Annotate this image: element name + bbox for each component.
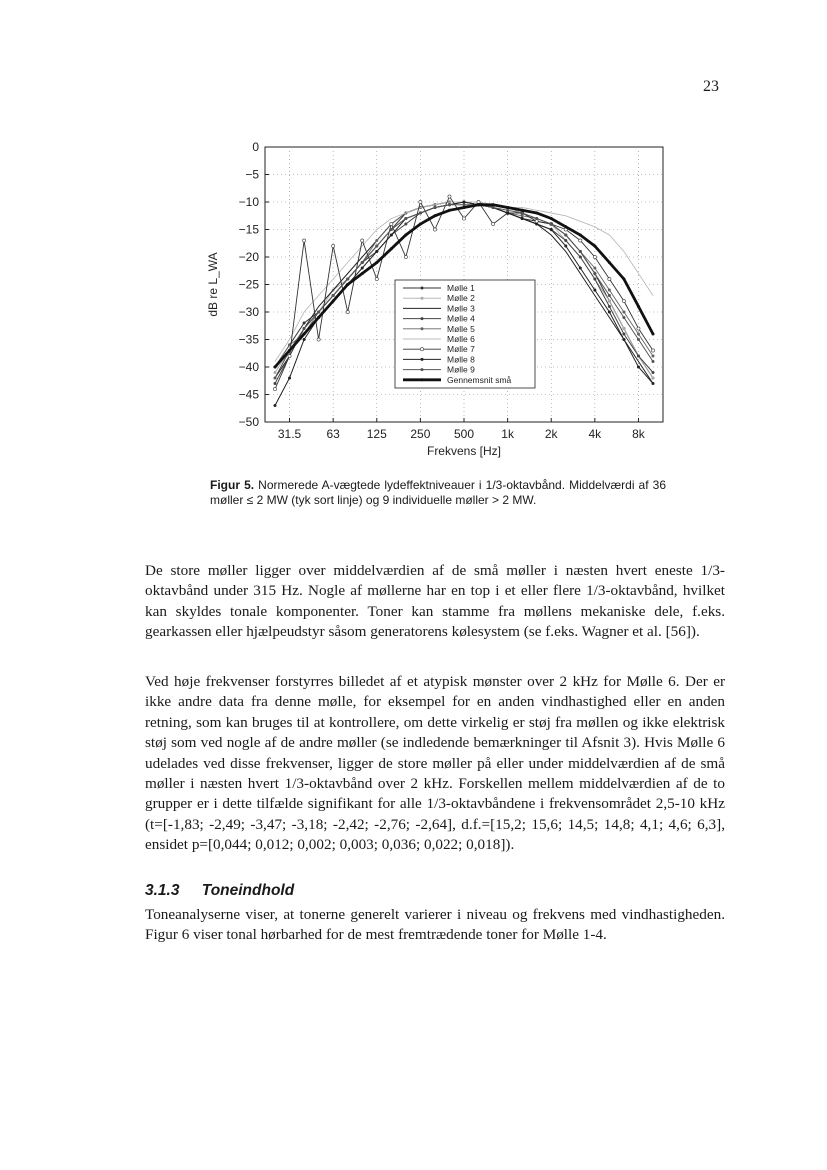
data-point	[521, 217, 523, 219]
data-point	[608, 311, 610, 313]
data-point	[594, 289, 596, 291]
x-tick-label: 4k	[588, 427, 602, 441]
y-tick-label: −40	[238, 360, 259, 374]
data-point	[506, 212, 508, 214]
x-tick-label: 125	[366, 427, 387, 441]
data-point	[463, 204, 465, 206]
data-point	[376, 261, 378, 263]
x-tick-label: 31.5	[277, 427, 302, 441]
data-point	[274, 371, 276, 373]
legend-label: Mølle 6	[447, 334, 475, 344]
data-point	[274, 366, 276, 368]
data-point	[593, 255, 596, 258]
data-point	[317, 311, 319, 313]
caption-text: Normerede A-vægtede lydeffektniveauer i 1/3-oktavbånd. Middelværdi af 36 møller ≤ 2 MW (tyk sort linje) og 9 individuelle møller > 2 MW.	[210, 478, 666, 507]
data-point	[346, 310, 349, 313]
data-point	[404, 255, 407, 258]
data-point	[652, 382, 654, 384]
legend-marker	[421, 287, 423, 289]
data-point	[274, 382, 276, 384]
y-tick-label: −50	[238, 415, 259, 429]
data-point	[550, 223, 552, 225]
data-point	[521, 212, 523, 214]
paragraph-1: De store møller ligger over middelværdien af de små møller i næsten hvert eneste 1/3-oktavbånd under 315 Hz. Nogle af møllerne har en top i et eller flere 1/3-oktavbånd, hvilket kan skyldes tonale komponenter. Toner kan stamme fra møllens mekaniske dele, f.eks. gearkassen eller hjælpeudstyr såsom generatorens kølesystem (se f.eks. Wagner et al. [56]).	[145, 562, 725, 641]
data-point	[565, 239, 567, 241]
data-point	[623, 316, 625, 318]
data-point	[637, 338, 639, 340]
data-point	[405, 234, 407, 236]
x-axis-label: Frekvens [Hz]	[426, 444, 502, 458]
data-point	[608, 305, 610, 307]
data-point	[477, 200, 480, 203]
data-point	[390, 248, 392, 250]
data-point	[361, 272, 363, 274]
data-point	[550, 228, 552, 230]
legend-marker	[421, 358, 423, 360]
data-point	[608, 294, 610, 296]
data-point	[637, 355, 639, 357]
data-point	[535, 223, 537, 225]
figure-5-chart	[195, 130, 675, 460]
data-point	[594, 278, 596, 280]
data-point	[375, 277, 378, 280]
data-point	[405, 223, 407, 225]
data-point	[521, 215, 523, 217]
data-point	[594, 272, 596, 274]
data-point	[332, 300, 334, 302]
data-point	[288, 377, 290, 379]
data-point	[390, 228, 392, 230]
section-title: Toneindhold	[201, 882, 295, 899]
data-point	[652, 355, 654, 357]
legend-label: Mølle 1	[447, 283, 475, 293]
y-tick-label: −30	[238, 305, 259, 319]
legend-label: Mølle 2	[447, 293, 475, 304]
data-point	[623, 311, 625, 313]
data-point	[565, 234, 567, 236]
data-point	[419, 212, 421, 214]
data-point	[652, 371, 654, 373]
data-point	[419, 223, 421, 225]
figure-caption	[210, 478, 666, 508]
data-point	[303, 333, 305, 335]
y-tick-label: −25	[238, 277, 259, 292]
data-point	[594, 245, 596, 247]
paragraph-3: Toneanalyserne viser, at tonerne generelt varierer i niveau og frekvens med vindhastigheden. Figur 6 viser tonal hørbarhed for de mest fremtrædende toner for Mølle 1-4.	[145, 906, 725, 944]
data-point	[535, 220, 538, 223]
data-point	[623, 327, 625, 329]
data-point	[594, 267, 596, 269]
data-point	[492, 204, 494, 206]
x-tick-label: 250	[410, 427, 431, 441]
data-point	[434, 215, 436, 217]
legend-marker	[421, 317, 423, 319]
data-point	[302, 239, 305, 242]
legend-label: Mølle 9	[447, 364, 475, 375]
data-point	[491, 222, 494, 225]
data-point	[361, 239, 364, 242]
data-point	[637, 333, 639, 335]
legend-marker	[420, 348, 423, 351]
legend-label: Mølle 8	[447, 354, 475, 365]
data-point	[434, 206, 436, 208]
section-number: 3.1.3	[145, 882, 180, 899]
data-point	[361, 267, 363, 269]
data-point	[448, 204, 450, 206]
y-tick-label: −15	[238, 222, 259, 237]
data-point	[550, 217, 552, 219]
data-point	[448, 195, 451, 198]
data-point	[651, 349, 654, 352]
data-point	[433, 228, 436, 231]
data-point	[361, 261, 363, 263]
x-tick-label: 8k	[632, 427, 645, 441]
data-point	[521, 209, 523, 211]
y-axis-label: dB re L_WA	[206, 252, 220, 317]
chart-svg	[195, 130, 675, 460]
data-point	[317, 338, 320, 341]
data-point	[273, 387, 276, 390]
data-point	[405, 217, 407, 219]
data-point	[463, 201, 465, 203]
y-tick-label: −20	[238, 250, 259, 264]
data-point	[579, 256, 581, 258]
y-tick-label: −45	[238, 387, 259, 402]
data-point	[579, 234, 581, 236]
data-point	[608, 277, 611, 280]
data-point	[303, 327, 305, 329]
legend-label: Mølle 3	[447, 303, 475, 314]
legend-marker	[421, 379, 423, 381]
data-point	[346, 283, 348, 285]
legend-label: Mølle 4	[447, 313, 475, 324]
data-point	[274, 377, 276, 379]
data-point	[492, 206, 494, 208]
y-tick-label: −35	[238, 332, 259, 347]
y-tick-label: −5	[245, 167, 259, 182]
data-point	[652, 377, 654, 379]
data-point	[303, 322, 305, 324]
data-point	[623, 278, 625, 280]
section-heading	[145, 882, 294, 900]
data-point	[376, 245, 378, 247]
data-point	[535, 212, 537, 214]
legend-marker	[421, 297, 423, 299]
y-tick-label: −10	[238, 195, 259, 209]
legend-label: Gennemsnit små	[447, 374, 512, 385]
legend-label: Mølle 7	[447, 344, 475, 355]
legend-label: Mølle 5	[447, 323, 475, 334]
data-point	[506, 209, 508, 211]
data-point	[565, 245, 567, 247]
data-point	[332, 244, 335, 247]
caption-label: Figur 5.	[210, 478, 255, 492]
x-tick-label: 500	[453, 427, 475, 441]
y-tick-label: 0	[252, 140, 259, 154]
data-point	[637, 366, 639, 368]
data-point	[288, 349, 290, 351]
data-point	[579, 267, 581, 269]
legend-marker	[421, 328, 423, 330]
data-point	[579, 250, 581, 252]
data-point	[622, 299, 625, 302]
data-point	[608, 289, 610, 291]
data-point	[608, 261, 610, 263]
data-point	[274, 404, 276, 406]
data-point	[376, 239, 378, 241]
data-point	[332, 294, 334, 296]
data-point	[608, 300, 610, 302]
data-point	[623, 333, 625, 335]
data-point	[463, 206, 465, 208]
data-point	[462, 217, 465, 220]
data-point	[623, 338, 625, 340]
x-tick-label: 1k	[501, 427, 514, 441]
data-point	[565, 226, 567, 228]
data-point	[535, 217, 537, 219]
paragraph-2: Ved høje frekvenser forstyrres billedet af et atypisk mønster over 2 kHz for Mølle 6. Der er ikke andre data fra denne mølle, for eksempel for en anden vindhastighed eller en anden retning, som kan bruges til at kontrollere, om dette virkelig er støj fra møllen og ikke elektrisk støj som ved nogle af de andre møller (se indledende bemærkninger til Afsnit 3). Hvis Mølle 6 udelades ved disse frekvenser, ligger de store møller på eller under middelværdien af de små møller i næsten hvert 1/3-oktavbånd over 2 kHz. Forskellen mellem middelværdien af de to grupper er i dette tilfælde signifikant for alle 1/3-oktavbåndene i frekvensområdet 2,5-10 kHz (t=[-1,83; -2,49; -3,47; -3,18; -2,42; -2,76; -2,64], d.f.=[15,2; 15,6; 14,5; 14,8; 4,1; 4,6; 6,3], ensidet p=[0,044; 0,012; 0,002; 0,003; 0,036; 0,022; 0,018]).	[145, 673, 725, 854]
x-tick-label: 2k	[544, 427, 558, 441]
data-point	[637, 327, 640, 330]
data-point	[637, 305, 639, 307]
data-point	[419, 200, 422, 203]
data-point	[288, 354, 291, 357]
x-tick-label: 63	[326, 427, 340, 441]
data-point	[652, 360, 654, 362]
data-point	[506, 206, 508, 208]
data-point	[390, 222, 393, 225]
data-point	[652, 333, 654, 335]
data-point	[346, 278, 348, 280]
data-point	[376, 250, 378, 252]
legend-marker	[421, 368, 423, 370]
data-point	[390, 234, 392, 236]
data-point	[477, 204, 479, 206]
data-point	[579, 239, 582, 242]
data-point	[317, 316, 319, 318]
page-number: 23	[703, 78, 719, 95]
data-point	[303, 338, 305, 340]
data-point	[448, 209, 450, 211]
